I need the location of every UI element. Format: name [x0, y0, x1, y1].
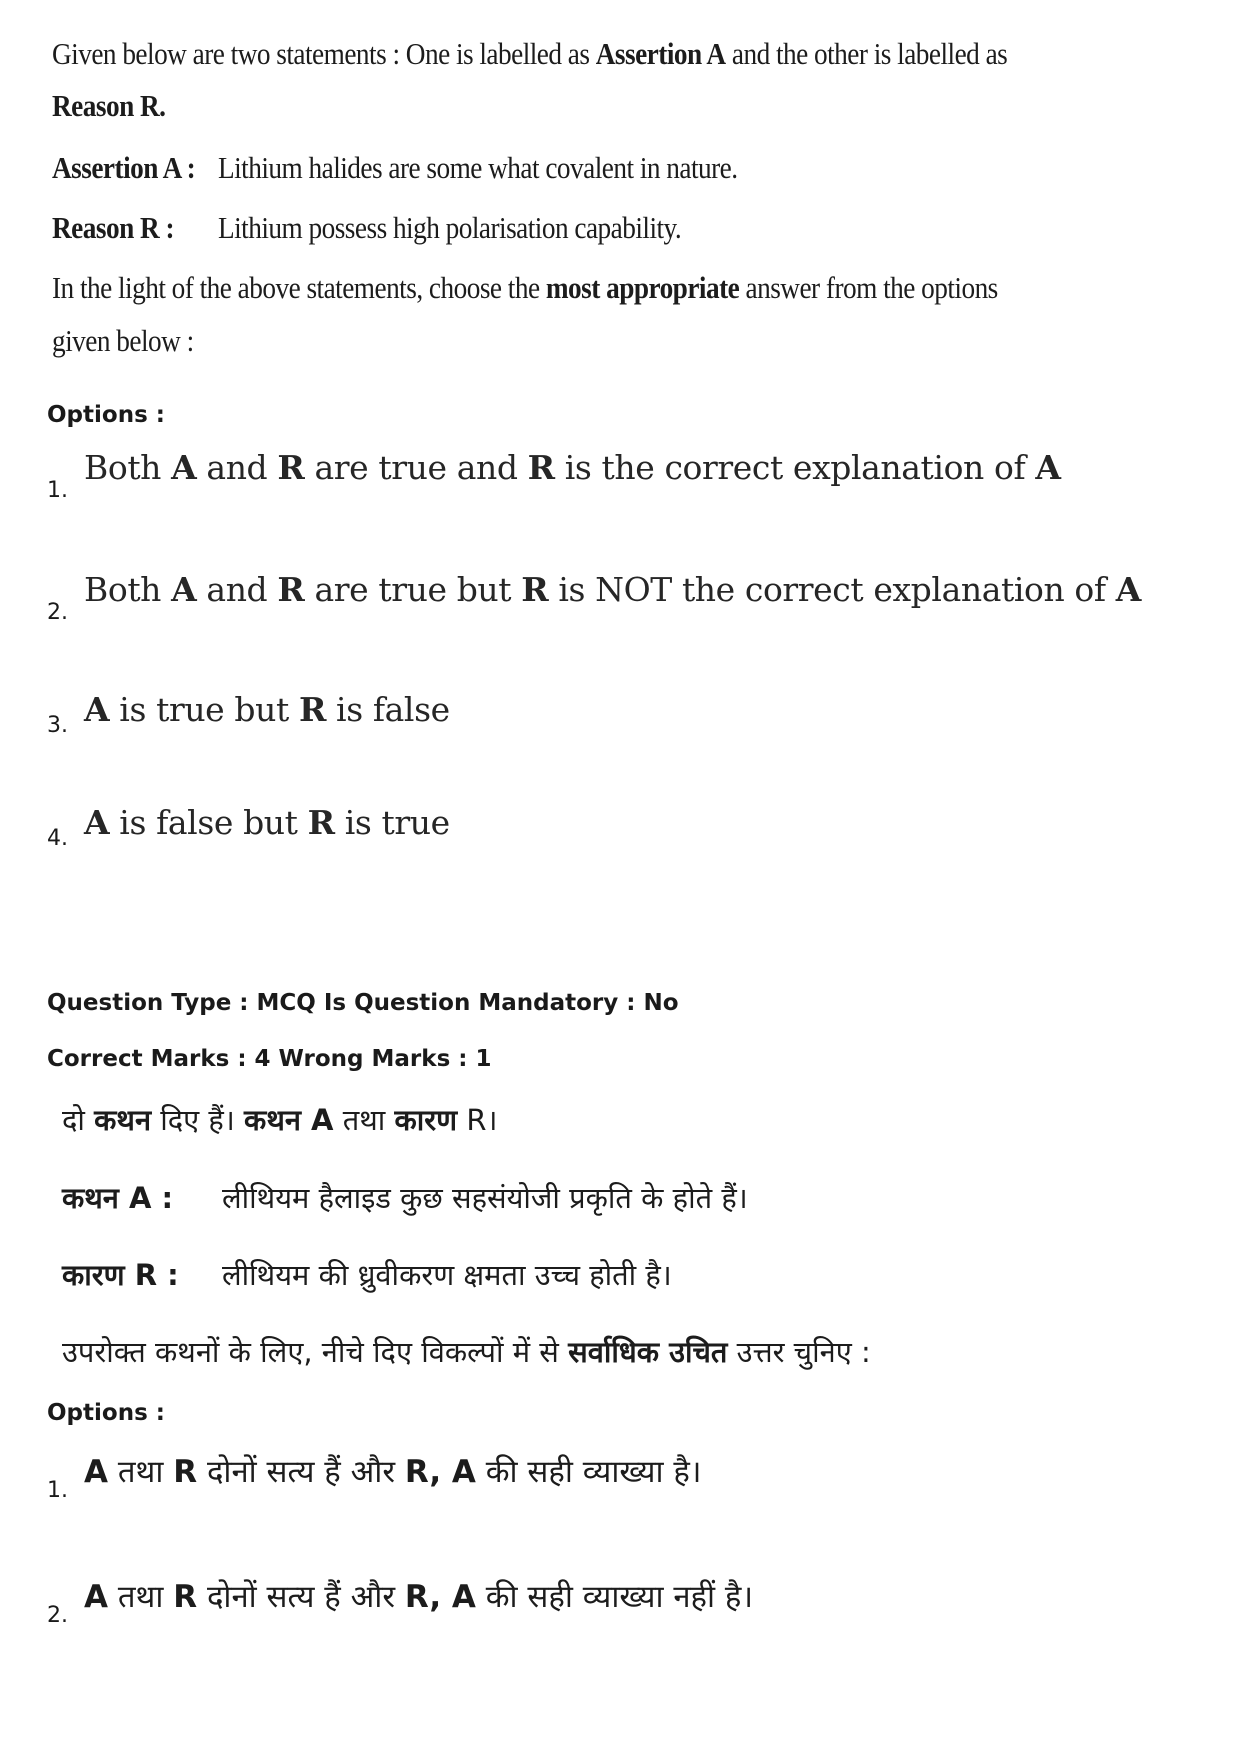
question-type-line: Question Type : MCQ Is Question Mandatory : No: [47, 990, 679, 1016]
intro-text-mid: and the other is labelled as: [725, 36, 1008, 71]
intro-assertion-bold: Assertion A: [595, 36, 726, 71]
option-4-number: 4.: [47, 826, 68, 851]
assertion-text: Lithium halides are some what covalent in nature.: [218, 150, 738, 185]
hindi-option-1-number: 1.: [47, 1478, 68, 1503]
options-label: Options :: [47, 402, 165, 428]
reason-label: Reason R :: [52, 210, 175, 245]
option-1-text[interactable]: Both A and R are true and R is the correct explanation of A: [84, 448, 1061, 487]
question-intro-line2: [52, 88, 165, 124]
hindi-option-2-text[interactable]: A तथा R दोनों सत्य हैं और R, A की सही व्याख्या नहीं है।: [84, 1579, 754, 1615]
hindi-intro-line: दो कथन दिए हैं। कथन A तथा कारण R।: [62, 1103, 498, 1137]
reason-text: Lithium possess high polarisation capability.: [218, 210, 682, 245]
assertion-label: Assertion A :: [52, 150, 196, 185]
option-4-text[interactable]: A is false but R is true: [84, 803, 450, 842]
intro-text: Given below are two statements : One is labelled as: [52, 36, 596, 71]
option-2-text[interactable]: Both A and R are true but R is NOT the correct explanation of A: [84, 570, 1141, 609]
hindi-assertion-text: लीथियम हैलाइड कुछ सहसंयोजी प्रकृति के होते हैं।: [222, 1181, 748, 1215]
hindi-assertion-label: कथन A :: [62, 1181, 174, 1215]
intro-reason-bold: Reason R.: [52, 88, 166, 123]
hindi-option-2-number: 2.: [47, 1603, 68, 1628]
option-1-number: 1.: [47, 478, 68, 503]
hindi-reason-text: लीथियम की ध्रुवीकरण क्षमता उच्च होती है।: [222, 1258, 672, 1292]
hindi-option-1-text[interactable]: A तथा R दोनों सत्य हैं और R, A की सही व्याख्या है।: [84, 1454, 702, 1490]
options-label-2: Options :: [47, 1400, 165, 1426]
hindi-instruction: उपरोक्त कथनों के लिए, नीचे दिए विकल्पों में से सर्वाधिक उचित उत्तर चुनिए :: [62, 1335, 871, 1369]
option-3-text[interactable]: A is true but R is false: [84, 690, 450, 729]
question-intro-line1: [52, 36, 1007, 72]
instruction-line1: In the light of the above statements, choose the most appropriate answer from the options: [52, 270, 998, 305]
instruction-bold: most appropriate: [545, 270, 740, 305]
marks-line: Correct Marks : 4 Wrong Marks : 1: [47, 1046, 492, 1072]
instruction-line2: given below :: [52, 323, 194, 358]
option-3-number: 3.: [47, 713, 68, 738]
hindi-reason-label: कारण R :: [62, 1258, 179, 1292]
option-2-number: 2.: [47, 600, 68, 625]
